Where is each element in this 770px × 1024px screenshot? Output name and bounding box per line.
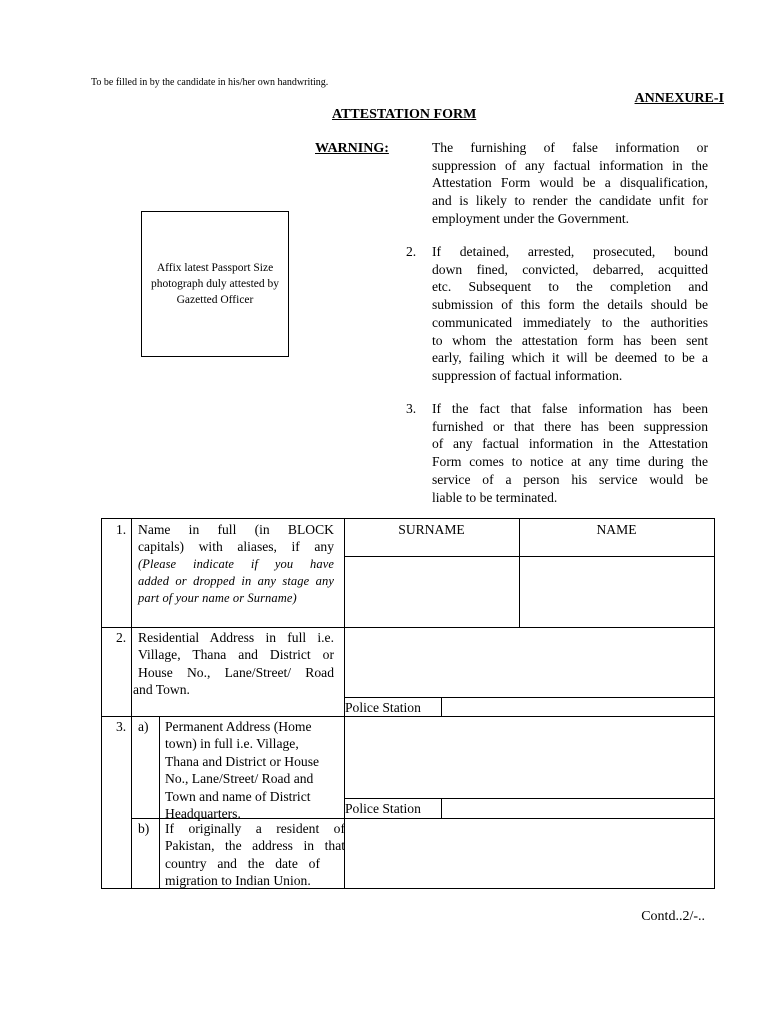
page-title: ATTESTATION FORM <box>332 107 477 122</box>
surname-header: SURNAME <box>398 522 465 537</box>
row-2-label-line: Residential Address in full i.e. <box>138 630 334 645</box>
continued-label: Contd..2/-.. <box>641 909 705 924</box>
row-3b-letter: b) <box>138 821 150 836</box>
warning-3-line: If the fact that false information has been <box>432 401 708 416</box>
row-3a-label-line: town) in full i.e. Village, <box>165 736 299 752</box>
warning-1-line: and is likely to render the candidate unfit for <box>432 193 708 209</box>
permanent-police-station-field[interactable] <box>442 799 714 818</box>
row-1-label-line: capitals) with aliases, if any <box>138 539 334 555</box>
row-3b-label-line: If originally a resident of <box>165 821 345 836</box>
row-2-label <box>133 629 334 699</box>
photo-box-instruction: Affix latest Passport Size photograph duly attested by Gazetted Officer <box>150 262 280 306</box>
police-station-label: Police Station <box>345 801 421 816</box>
row-2-label-line: Village, Thana and District or <box>138 647 334 663</box>
table-top-border <box>101 518 715 519</box>
row-3a-label-line: Town and name of District <box>165 788 311 804</box>
row-1-label <box>138 521 334 556</box>
warning-2-line: etc. Subsequent to the completion and <box>432 279 708 295</box>
police-station-label: Police Station <box>345 700 421 715</box>
warning-1-line: Attestation Form would be a disqualification, <box>432 175 708 191</box>
warning-1-line: suppression of any factual information in the <box>432 157 708 173</box>
warning-3-line: Form comes to notice at any time during the <box>432 454 708 470</box>
photo-box[interactable] <box>141 211 289 357</box>
row-3a-label-line: Headquarters. <box>165 806 241 822</box>
warning-3-line: service of a person his service would be <box>432 471 708 487</box>
warning-paragraph-3 <box>432 400 708 506</box>
warning-label: WARNING: <box>315 141 389 156</box>
warning-paragraph-1 <box>432 139 708 228</box>
row-1-number: 1. <box>116 522 127 537</box>
warning-paragraph-2 <box>432 243 708 385</box>
row-3b-label <box>165 820 345 890</box>
row-1-label-line: Name in full (in BLOCK <box>138 522 334 537</box>
table-left-border <box>101 518 102 889</box>
row-1-note-line: (Please indicate if you have <box>138 557 334 571</box>
row-1-note-line: part of your name or Surname) <box>138 591 297 605</box>
row-2-label-line: House No., Lane/Street/ Road <box>138 664 334 680</box>
row-3a-label-line: Permanent Address (Home <box>165 719 312 734</box>
row-3a-label-line: No., Lane/Street/ Road and <box>165 771 314 787</box>
row-3a-label-line: Thana and District or House <box>165 753 320 769</box>
row-1-note-line: added or dropped in any stage any <box>138 574 334 588</box>
warning-3-line: liable to be terminated. <box>432 489 558 505</box>
instruction-note: To be filled in by the candidate in his/her own handwriting. <box>91 77 329 88</box>
name-header: NAME <box>596 522 637 537</box>
row-2-label-line: and Town. <box>133 682 190 698</box>
warning-3-number: 3. <box>406 401 417 416</box>
number-column-divider <box>131 518 132 889</box>
row-2-number: 2. <box>116 630 127 645</box>
row-1-note <box>138 556 334 607</box>
annexure-label: ANNEXURE-I <box>634 91 724 106</box>
warning-2-line: down fined, convicted, debarred, acquitted <box>432 261 708 277</box>
warning-1-line: employment under the Government. <box>432 210 630 226</box>
warning-1-line: The furnishing of false information or <box>432 140 708 155</box>
name-field[interactable] <box>520 557 714 627</box>
residential-police-station-field[interactable] <box>442 698 714 716</box>
row-3b-label-line: Pakistan, the address in that <box>165 838 345 854</box>
row-3-number: 3. <box>116 719 127 734</box>
row-3a-label <box>165 718 341 822</box>
row-3b-label-line: country and the date of <box>165 855 320 871</box>
warning-3-line: furnished or that there has been suppression <box>432 418 708 434</box>
warning-2-line: If detained, arrested, prosecuted, bound <box>432 244 708 259</box>
warning-2-number: 2. <box>406 244 417 259</box>
warning-2-line: suppression of factual information. <box>432 367 623 383</box>
surname-field[interactable] <box>345 557 519 627</box>
row-3b-label-line: migration to Indian Union. <box>165 873 311 889</box>
table-right-border <box>714 518 715 889</box>
pakistan-address-field[interactable] <box>345 819 714 888</box>
warning-2-line: submission of this form the details should be <box>432 297 708 313</box>
warning-2-line: early, failing which it will be deemed to be a <box>432 350 708 366</box>
residential-address-field[interactable] <box>345 628 714 697</box>
sub-letter-divider <box>159 716 160 889</box>
row-3a-letter: a) <box>138 719 149 734</box>
warning-2-line: to whom the attestation form has been sent <box>432 332 708 348</box>
warning-2-line: communicated immediately to the authorities <box>432 314 708 330</box>
warning-3-line: of any factual information in the Attestation <box>432 436 708 452</box>
permanent-address-field[interactable] <box>345 717 714 798</box>
